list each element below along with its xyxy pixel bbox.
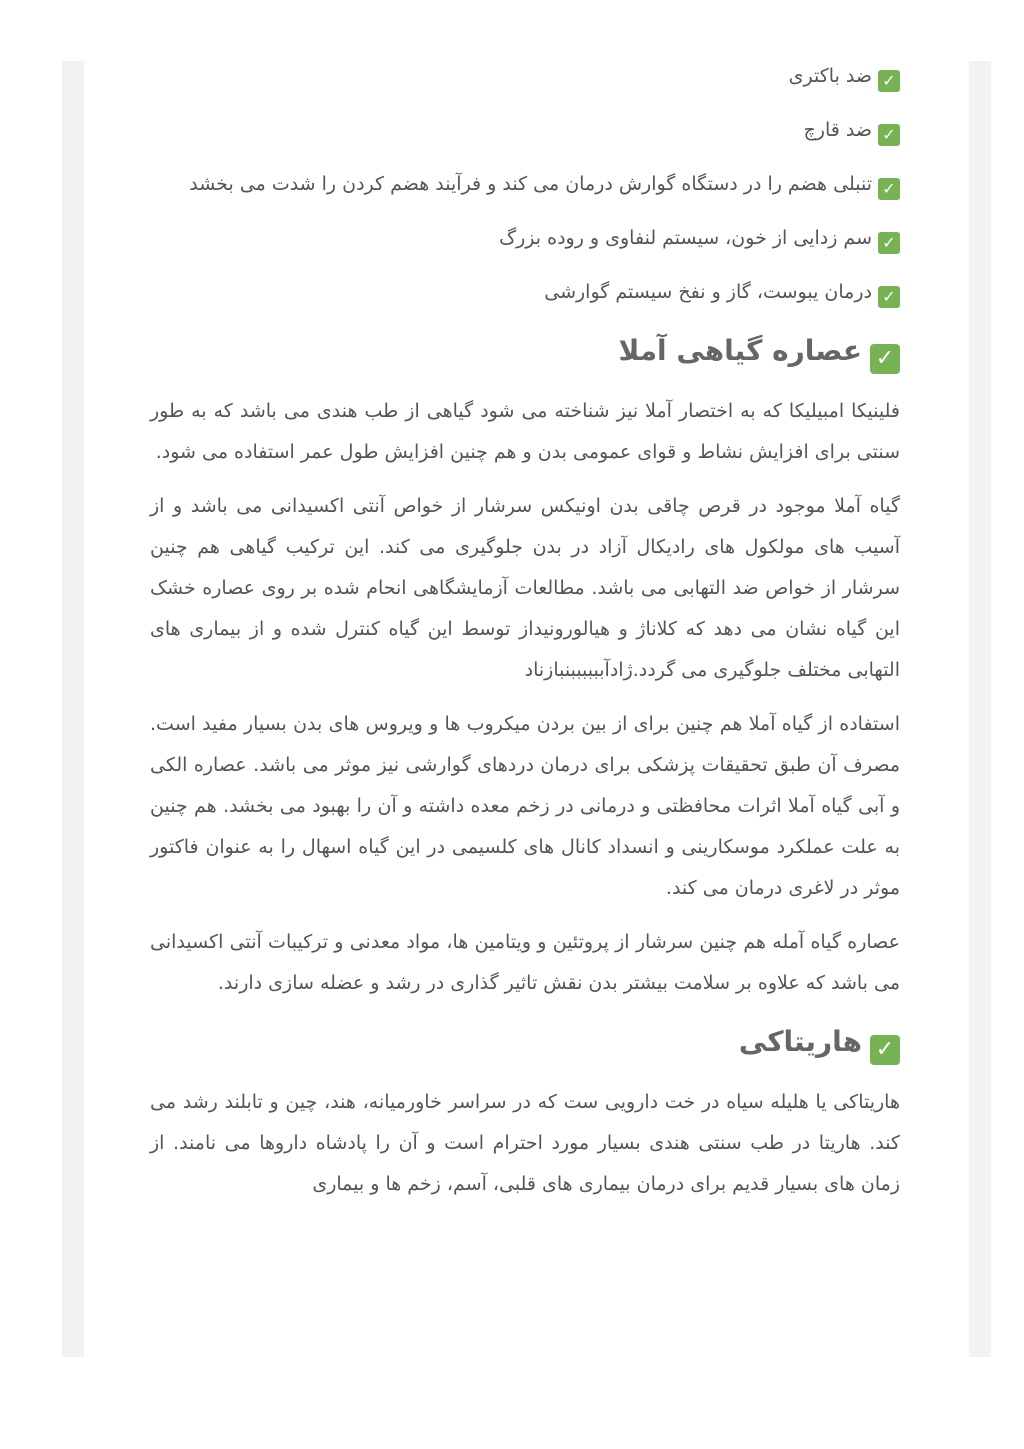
list-item: ✓ضد قارچ xyxy=(150,110,900,151)
section-heading-amla: ✓عصاره گیاهی آملا xyxy=(150,331,900,374)
paragraph: فلینیکا امبیلیکا که به اختصار آملا نیز شناخته می شود گیاهی از طب هندی می باشد که به طور سنتی برای افزایش نشاط و قوای عمومی بدن و هم چنین افزایش طول عمر استفاده می شود. xyxy=(150,400,900,463)
section-heading-haritaki: ✓هاریتاکی xyxy=(150,1022,900,1065)
paragraph: هاریتاکی یا هلیله سیاه در خت دارویی ست که در سراسر خاورمیانه، هند، چین و تابلند رشد می کند. هاریتا در طب سنتی هندی بسیار مورد احترام است و آن را پادشاه داروها می نامند. از زمان های بسیار قدیم برای درمان بیماری های قلبی، آسم، زخم ها و بیماری xyxy=(150,1091,900,1195)
check-mark-icon: ✓ xyxy=(878,124,900,146)
check-mark-icon: ✓ xyxy=(870,344,900,374)
right-margin-bar xyxy=(969,61,991,1357)
paragraph: استفاده از گیاه آملا هم چنین برای از بین بردن میکروب ها و ویروس های بدن بسیار مفید است. مصرف آن طبق تحقیقات پزشکی برای درمان دردهای گوارشی نیز موثر می باشد. عصاره الکی و آبی گیاه آملا اثرات محافظتی و درمانی در زخم معده داشته و آن را بهبود می بخشد. هم چنین به علت عملکرد موسکارینی و انسداد کانال های کلسیمی در این گیاه اسهال را به عنوان فاکتور موثر در لاغری درمان می کند. xyxy=(150,713,900,899)
check-mark-icon: ✓ xyxy=(878,70,900,92)
check-mark-icon: ✓ xyxy=(878,286,900,308)
check-mark-icon: ✓ xyxy=(878,232,900,254)
article-content xyxy=(150,56,900,1218)
check-mark-icon: ✓ xyxy=(870,1035,900,1065)
check-mark-icon: ✓ xyxy=(878,178,900,200)
list-item: ✓سم زدایی از خون، سیستم لنفاوی و روده بزرگ xyxy=(150,218,900,259)
paragraph: عصاره گیاه آمله هم چنین سرشار از پروتئین و ویتامین ها، مواد معدنی و ترکیبات آنتی اکسیدانی می باشد که علاوه بر سلامت بیشتر بدن نقش تاثیر گذاری در رشد و عضله سازی دارند. xyxy=(150,931,900,994)
list-item: ✓درمان یبوست، گاز و نفخ سیستم گوارشی xyxy=(150,272,900,313)
paragraph: گیاه آملا موجود در قرص چاقی بدن اونیکس سرشار از خواص آنتی اکسیدانی می باشد و از آسیب های مولکول های رادیکال آزاد در بدن جلوگیری می کند. این ترکیب گیاهی هم چنین سرشار از خواص ضد التهابی می باشد. مطالعات آزمایشگاهی انحام شده بر روی عصاره خشک این گیاه نشان می دهد که کلاناژ و هیالورونیداز توسط این گیاه کنترل شده و از بیماری های التهابی مختلف جلوگیری می گردد.ژادآببببببنبازناد xyxy=(150,495,900,681)
list-item: ✓ضد باکتری xyxy=(150,56,900,97)
list-item: ✓تنبلی هضم را در دستگاه گوارش درمان می کند و فرآیند هضم کردن را شدت می بخشد xyxy=(150,164,900,205)
left-margin-bar xyxy=(62,61,84,1357)
